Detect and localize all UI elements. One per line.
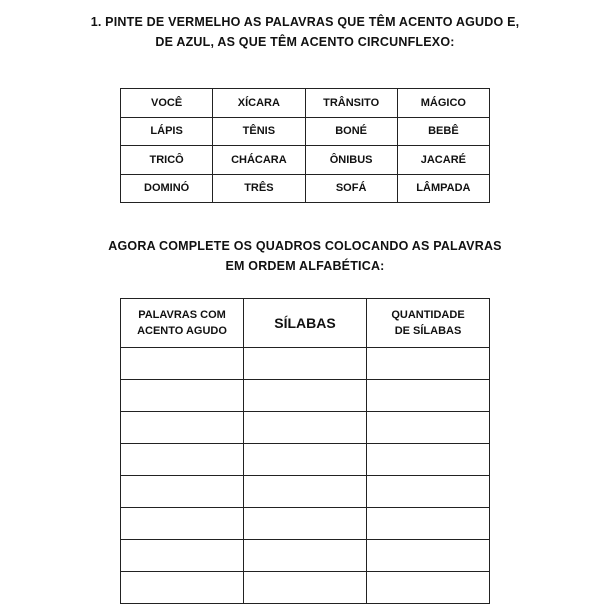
answer-cell-count[interactable] — [367, 380, 490, 412]
answer-row — [121, 540, 490, 572]
header-syllable-count — [367, 299, 490, 348]
header-line: ACENTO AGUDO — [137, 325, 227, 337]
answer-cell-syllables[interactable] — [244, 444, 367, 476]
header-line: PALAVRAS COM — [138, 309, 226, 321]
word-cell[interactable]: TRÂNSITO — [305, 89, 397, 118]
answer-cell-count[interactable] — [367, 412, 490, 444]
answer-row — [121, 348, 490, 380]
answer-cell-syllables[interactable] — [244, 412, 367, 444]
answer-cell-syllables[interactable] — [244, 572, 367, 604]
answer-row — [121, 412, 490, 444]
answer-cell-word[interactable] — [121, 508, 244, 540]
answer-table — [120, 298, 490, 604]
word-grid-row — [121, 117, 490, 146]
word-cell[interactable]: CHÁCARA — [213, 146, 305, 175]
answer-row — [121, 444, 490, 476]
answer-cell-count[interactable] — [367, 540, 490, 572]
answer-cell-syllables[interactable] — [244, 508, 367, 540]
answer-table-body — [121, 348, 490, 604]
word-cell[interactable]: MÁGICO — [397, 89, 489, 118]
header-words-acute-accent — [121, 299, 244, 348]
word-cell[interactable]: LÁPIS — [121, 117, 213, 146]
answer-cell-count[interactable] — [367, 348, 490, 380]
word-cell[interactable]: XÍCARA — [213, 89, 305, 118]
word-grid-row — [121, 146, 490, 175]
answer-table-header-row — [121, 299, 490, 348]
answer-cell-count[interactable] — [367, 476, 490, 508]
answer-row — [121, 380, 490, 412]
instruction-line: EM ORDEM ALFABÉTICA: — [225, 259, 385, 273]
answer-cell-word[interactable] — [121, 572, 244, 604]
word-grid-row — [121, 89, 490, 118]
word-cell[interactable]: VOCÊ — [121, 89, 213, 118]
word-cell[interactable]: TRÊS — [213, 174, 305, 203]
instruction-line: AGORA COMPLETE OS QUADROS COLOCANDO AS PALAVRAS — [108, 239, 502, 253]
answer-cell-syllables[interactable] — [244, 476, 367, 508]
answer-cell-count[interactable] — [367, 444, 490, 476]
answer-cell-word[interactable] — [121, 412, 244, 444]
answer-cell-word[interactable] — [121, 348, 244, 380]
word-grid-row — [121, 174, 490, 203]
instruction-alphabetical-order — [60, 236, 550, 276]
word-cell[interactable]: BEBÊ — [397, 117, 489, 146]
header-syllables: SÍLABAS — [244, 299, 367, 348]
answer-cell-word[interactable] — [121, 540, 244, 572]
answer-row — [121, 572, 490, 604]
answer-row — [121, 476, 490, 508]
answer-cell-word[interactable] — [121, 380, 244, 412]
instruction-line: 1. PINTE DE VERMELHO AS PALAVRAS QUE TÊM ACENTO AGUDO E, — [90, 15, 520, 29]
answer-row — [121, 508, 490, 540]
word-cell[interactable]: JACARÉ — [397, 146, 489, 175]
word-grid — [120, 88, 490, 203]
word-cell[interactable]: DOMINÓ — [121, 174, 213, 203]
answer-cell-syllables[interactable] — [244, 540, 367, 572]
answer-cell-word[interactable] — [121, 476, 244, 508]
instruction-line: DE AZUL, AS QUE TÊM ACENTO CIRCUNFLEXO: — [155, 35, 455, 49]
word-cell[interactable]: BONÉ — [305, 117, 397, 146]
answer-cell-syllables[interactable] — [244, 348, 367, 380]
instruction-accent-coloring — [60, 12, 550, 52]
answer-cell-syllables[interactable] — [244, 380, 367, 412]
word-cell[interactable]: LÂMPADA — [397, 174, 489, 203]
answer-cell-count[interactable] — [367, 508, 490, 540]
word-cell[interactable]: TÊNIS — [213, 117, 305, 146]
header-line: DE SÍLABAS — [394, 325, 462, 337]
word-cell[interactable]: SOFÁ — [305, 174, 397, 203]
word-cell[interactable]: TRICÔ — [121, 146, 213, 175]
answer-cell-count[interactable] — [367, 572, 490, 604]
header-line: QUANTIDADE — [391, 309, 465, 321]
answer-cell-word[interactable] — [121, 444, 244, 476]
word-cell[interactable]: ÔNIBUS — [305, 146, 397, 175]
